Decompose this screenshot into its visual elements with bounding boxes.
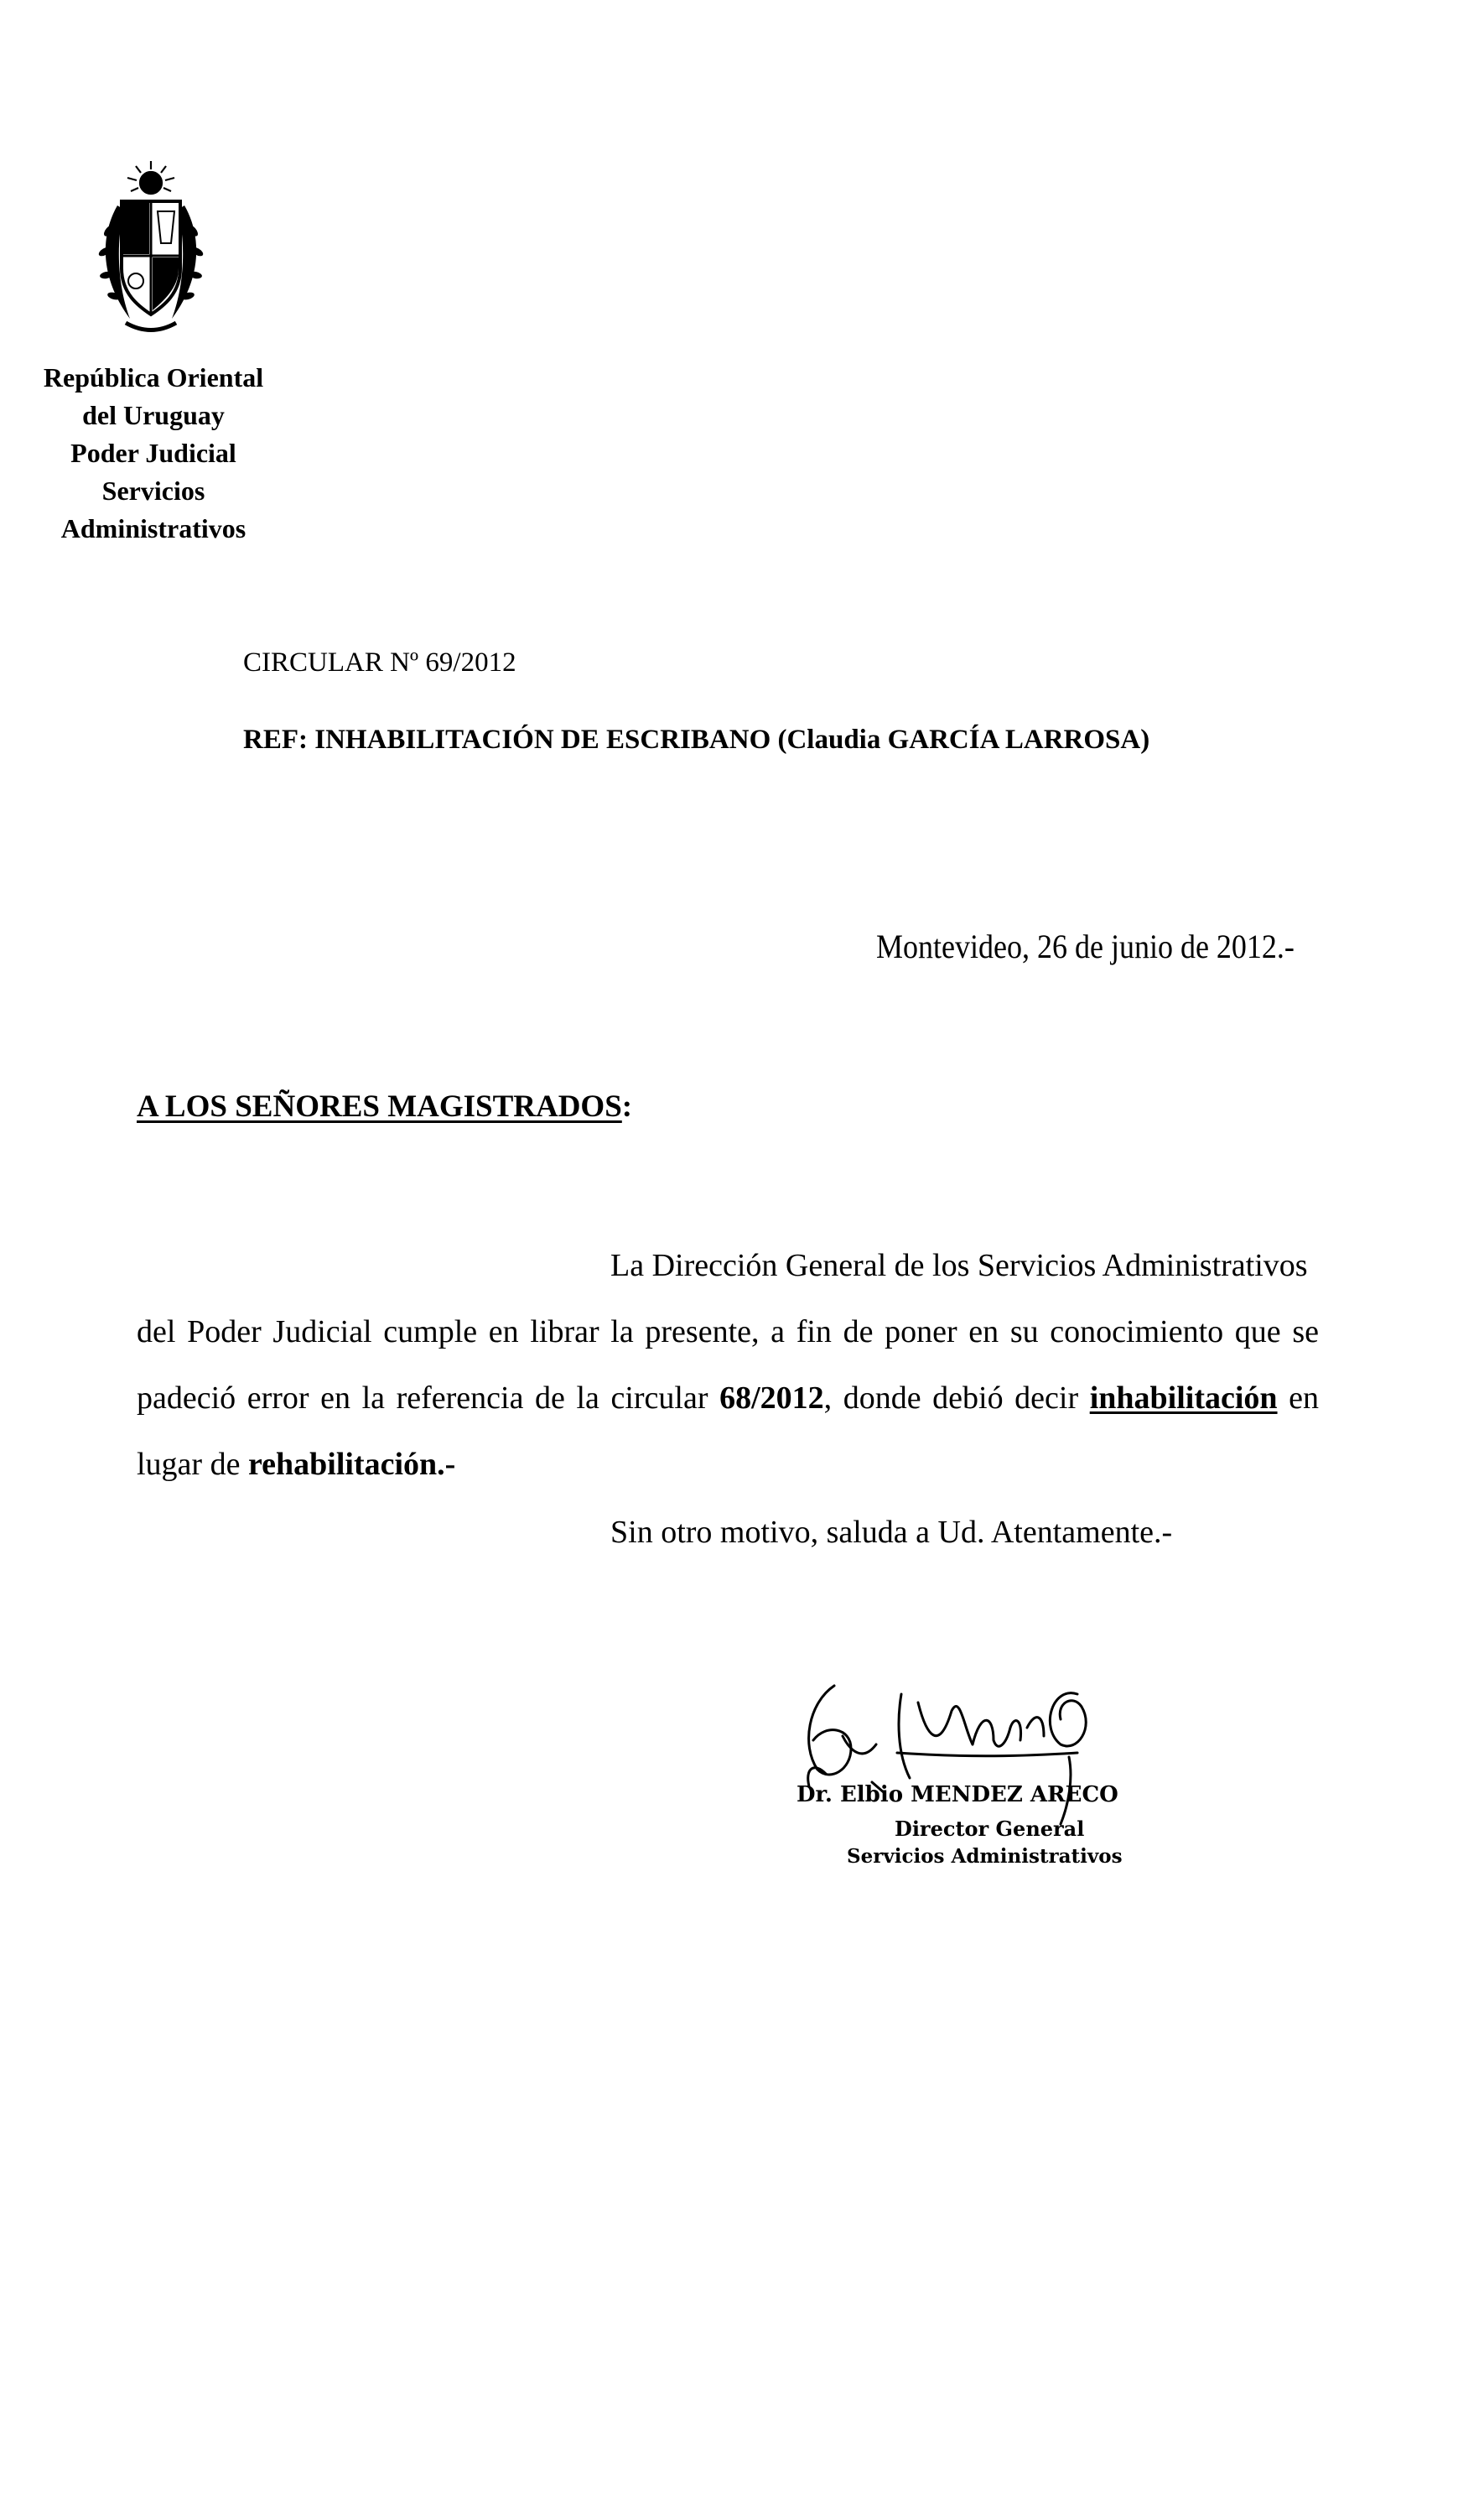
letter-body bbox=[137, 1233, 1319, 1498]
coat-of-arms-icon bbox=[84, 159, 218, 340]
circular-ref: 68/2012 bbox=[719, 1380, 824, 1416]
emphasis-inhabilitacion: inhabilitación bbox=[1089, 1380, 1278, 1416]
institution-header bbox=[32, 359, 275, 548]
body-text: lugar de bbox=[137, 1447, 248, 1482]
addressee bbox=[137, 1089, 632, 1125]
body-text: padeció error en la referencia de la circular bbox=[137, 1380, 720, 1416]
body-text: en bbox=[1277, 1380, 1319, 1416]
body-line-2: del Poder Judicial cumple en librar la presente, a fin de poner en su conocimiento que se bbox=[137, 1314, 1319, 1349]
addressee-punct: : bbox=[621, 1089, 633, 1124]
closing-line: Sin otro motivo, saluda a Ud. Atentamente.- bbox=[610, 1515, 1173, 1550]
institution-line: República Oriental bbox=[43, 362, 264, 392]
signatory-office: Servicios Administrativos bbox=[847, 1845, 1123, 1868]
institution-line: del Uruguay bbox=[82, 400, 225, 430]
signatory-name: Dr. Elbio MENDEZ ARECO bbox=[796, 1782, 1118, 1807]
institution-line: Servicios bbox=[101, 476, 205, 506]
addressee-text: A LOS SEÑORES MAGISTRADOS bbox=[137, 1089, 622, 1124]
institution-line: Poder Judicial bbox=[70, 438, 236, 468]
body-line-1: La Dirección General de los Servicios Administrativos bbox=[610, 1248, 1308, 1283]
reference-line: REF: INHABILITACIÓN DE ESCRIBANO (Claudia GARCÍA LARROSA) bbox=[243, 725, 1150, 755]
signatory-title: Director General bbox=[895, 1817, 1085, 1841]
institution-line: Administrativos bbox=[60, 513, 246, 543]
body-text: , donde debió decir bbox=[823, 1380, 1090, 1416]
body-line-4 bbox=[137, 1432, 1319, 1498]
handwritten-signature bbox=[792, 1677, 1119, 1837]
body-line-3 bbox=[137, 1365, 1319, 1432]
date-line: Montevideo, 26 de junio de 2012.- bbox=[876, 928, 1295, 965]
emphasis-rehabilitacion: rehabilitación.- bbox=[247, 1447, 456, 1482]
circular-number: CIRCULAR Nº 69/2012 bbox=[243, 647, 516, 678]
